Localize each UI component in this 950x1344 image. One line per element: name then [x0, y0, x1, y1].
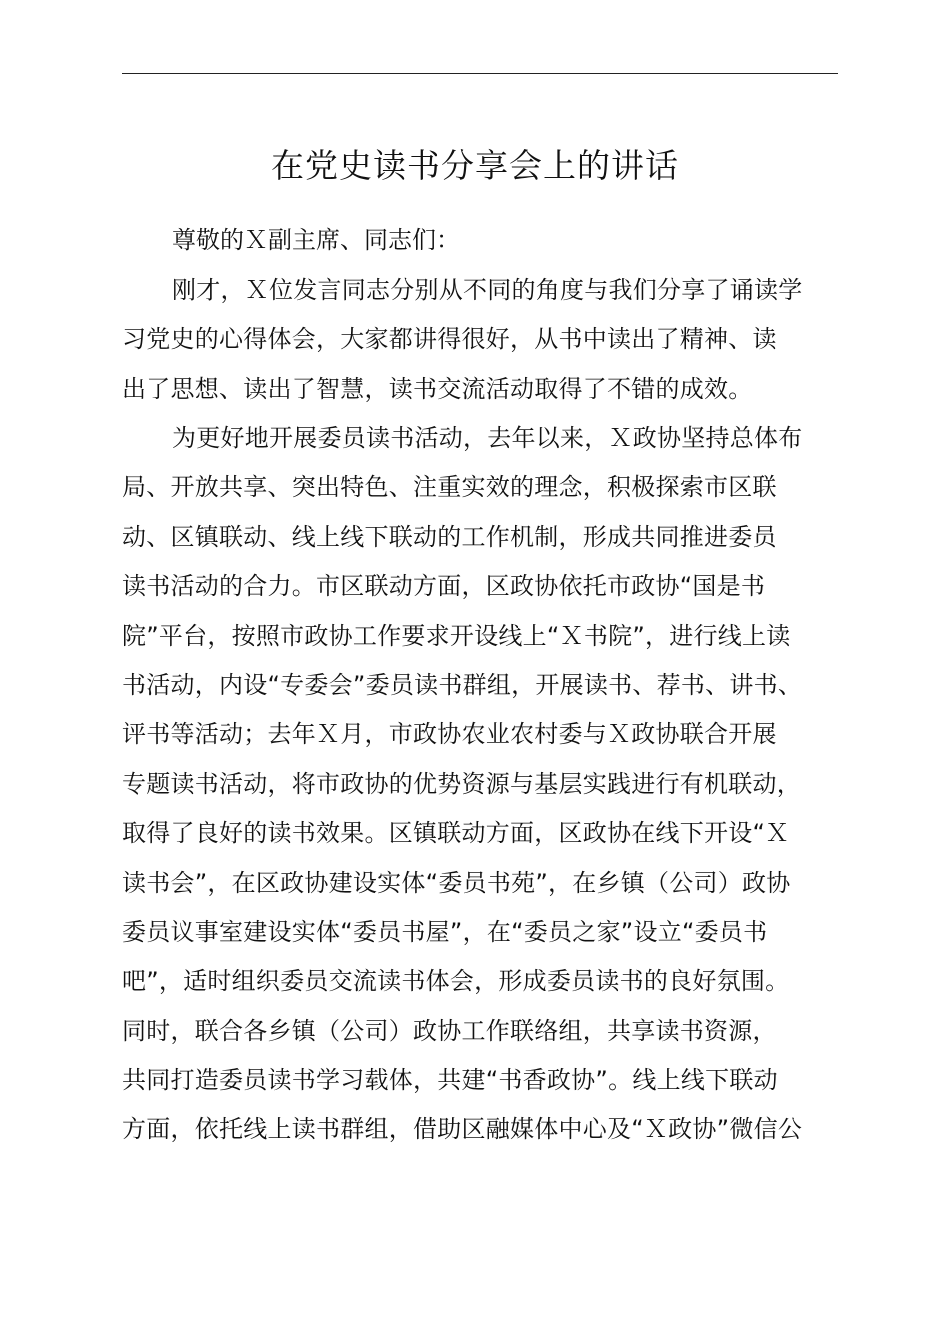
paragraph-line: 局、开放共享、突出特色、注重实效的理念，积极探索市区联 — [122, 473, 777, 502]
paragraph-line: 评书等活动；去年Ｘ月，市政协农业农村委与Ｘ政协联合开展 — [122, 720, 777, 749]
paragraph-1 — [122, 266, 842, 414]
paragraph-line: 院”平台，按照市政协工作要求开设线上“Ｘ书院”，进行线上读 — [122, 621, 791, 650]
paragraph-line: 习党史的心得体会，大家都讲得很好，从书中读出了精神、读 — [122, 325, 777, 354]
paragraph-line: 方面，依托线上读书群组，借助区融媒体中心及“Ｘ政协”微信公 — [122, 1115, 803, 1144]
paragraph-line: 同时，联合各乡镇（公司）政协工作联络组，共享读书资源， — [122, 1016, 777, 1045]
paragraph-line: 为更好地开展委员读书活动，去年以来，Ｘ政协坚持总体布 — [172, 424, 803, 452]
paragraph-2 — [122, 414, 842, 1155]
header-rule — [122, 73, 838, 74]
greeting: 尊敬的Ｘ副主席、同志们： — [172, 226, 460, 254]
page-title: 在党史读书分享会上的讲话 — [271, 146, 679, 185]
paragraph-line: 取得了良好的读书效果。区镇联动方面，区政协在线下开设“Ｘ — [122, 819, 790, 848]
paragraph-line: 出了思想、读出了智慧，读书交流活动取得了不错的成效。 — [122, 374, 753, 403]
paragraph-line: 读书会”，在区政协建设实体“委员书苑”，在乡镇（公司）政协 — [122, 868, 791, 897]
paragraph-line: 专题读书活动，将市政协的优势资源与基层实践进行有机联动， — [122, 769, 801, 798]
paragraph-line: 刚才，Ｘ位发言同志分别从不同的角度与我们分享了诵读学 — [172, 276, 803, 304]
paragraph-line: 委员议事室建设实体“委员书屋”，在“委员之家”设立“委员书 — [122, 917, 768, 946]
paragraph-line: 吧”，适时组织委员交流读书体会，形成委员读书的良好氛围。 — [122, 967, 790, 996]
paragraph-line: 共同打造委员读书学习载体，共建“书香政协”。线上线下联动 — [122, 1066, 778, 1095]
paragraph-line: 书活动，内设“专委会”委员读书群组，开展读书、荐书、讲书、 — [122, 670, 803, 699]
paragraph-line: 读书活动的合力。市区联动方面，区政协依托市政协“国是书 — [122, 572, 766, 601]
paragraph-line: 动、区镇联动、线上线下联动的工作机制，形成共同推进委员 — [122, 522, 777, 551]
